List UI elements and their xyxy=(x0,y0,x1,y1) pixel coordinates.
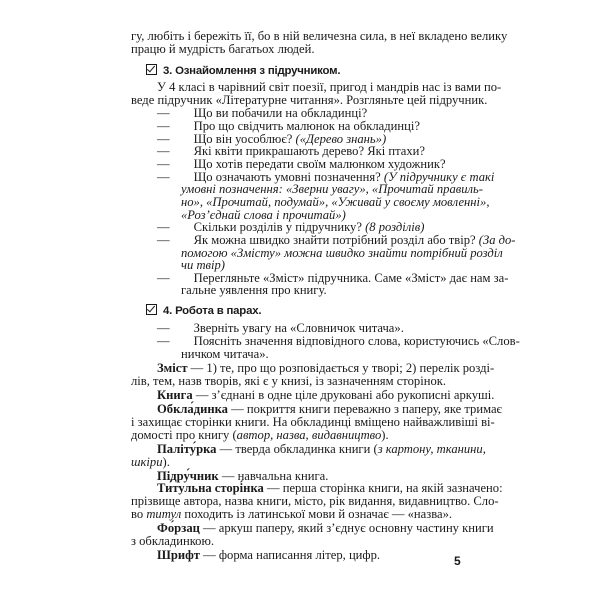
checkbox-icon xyxy=(146,64,157,75)
section-4-title: 4. Робота в парах. xyxy=(163,304,262,317)
definition-zmist: Зміст — 1) те, про що розповідається у творі; 2) перелік розді- xyxy=(157,361,495,375)
question-5: — Що хотів передати своїм малюнком художник? xyxy=(157,157,446,172)
answer-8-line-3: чи твір) xyxy=(181,258,226,273)
answer-6-line-3: но», «Прочитай, подумай», «Уживай у своєму мовленні», xyxy=(181,195,490,209)
question-4: — Які квіти прикрашають дерево? Які птахи? xyxy=(157,144,425,159)
question-7: — Скільки розділів у підручнику? (8 розділів) xyxy=(157,220,425,235)
intro-line-2: працю й мудрість багатьох людей. xyxy=(131,41,315,56)
definition-zmist-line-2: лів, тем, назв творів, які є у книзі, із зазначенням сторінок. xyxy=(131,373,447,388)
answer-6-line-4: «Роз’єднай слова і прочитай») xyxy=(181,207,346,222)
definition-obkladynka-line-3: домості про книгу (автор, назва, видавництво). xyxy=(131,427,389,442)
s3-paragraph-line-2: веде підручник «Літературне читання». Розгляньте цей підручник. xyxy=(131,93,488,107)
definition-paliturka: Паліту́рка — тверда обкладинка книги (з картону, тканини, xyxy=(157,441,486,456)
s3-paragraph-line-1: У 4 класі в чарівний світ поезії, пригод і мандрів нас із вами по- xyxy=(157,80,502,95)
question-1: — Що ви побачили на обкладинці? xyxy=(157,105,368,120)
definition-forzats: Фо́рзац — аркуш паперу, який з’єднує основну частину книги xyxy=(157,521,494,535)
definition-obkladynka-line-2: і захищає сторінки книги. На обкладинці вміщено найважливіші ві- xyxy=(131,414,495,429)
task-2-line-2: ничком читача». xyxy=(181,346,269,361)
section-3-heading xyxy=(146,64,340,78)
definition-paliturka-line-2: шкіри). xyxy=(131,454,170,469)
checkbox-icon xyxy=(146,304,157,315)
question-6: — Що означають умовні позначення? (У підручнику є такі xyxy=(157,169,495,184)
task-1: — Зверніть увагу на «Словничок читача». xyxy=(157,321,404,336)
answer-8-line-2: помогою «Змісту» можна швидко знайти потрібний розділ xyxy=(181,245,503,260)
question-3: — Що він уособлює? («Дерево знань») xyxy=(157,131,387,146)
section-3-title: 3. Ознайомлення з підручником. xyxy=(163,64,341,77)
definition-knyha: Книга — з’єднані в одне ціле друковані або рукописні аркуші. xyxy=(157,387,495,402)
instruction-9: — Перегляньте «Зміст» підручника. Саме «Зміст» дає нам за- xyxy=(157,270,509,285)
question-8: — Як можна швидко знайти потрібний розділ або твір? (За до- xyxy=(157,232,516,247)
definition-pidruchnyk: Підру́чник — навчальна книга. xyxy=(157,468,329,483)
task-2: — Поясніть значення відповідного слова, користуючись «Слов- xyxy=(157,334,520,348)
definition-shryft: Шрифт — форма написання літер, цифр. xyxy=(157,548,381,562)
instruction-9-line-2: гальне уявлення про книгу. xyxy=(181,283,327,298)
intro-line-1: гу, любіть і бережіть її, бо в ній величезна сила, в неї вкладено велику xyxy=(131,29,508,43)
answer-3: («Дерево знань») xyxy=(295,131,387,146)
answer-6-line-2: умовні позначення: «Зверни увагу», «Прочитай правиль- xyxy=(181,182,483,197)
section-4-heading xyxy=(146,304,261,318)
definition-tytulna: Ти́тульна сторі́нка — перша сторінка книги, на якій зазначено: xyxy=(157,481,503,496)
definition-obkladynka: Обкла́динка — покриття книги переважно з паперу, яке тримає xyxy=(157,402,502,417)
definition-tytulna-line-2: прізвище автора, назва книги, місто, рік видання, видавництво. Сло- xyxy=(131,494,499,509)
question-2: — Про що свідчить малюнок на обкладинці? xyxy=(157,119,420,134)
page-number: 5 xyxy=(454,554,461,568)
definition-tytulna-line-3: во титул походить із латинської мови й означає — «назва». xyxy=(131,506,453,521)
definition-forzats-line-2: з обкладинкою. xyxy=(131,533,215,548)
